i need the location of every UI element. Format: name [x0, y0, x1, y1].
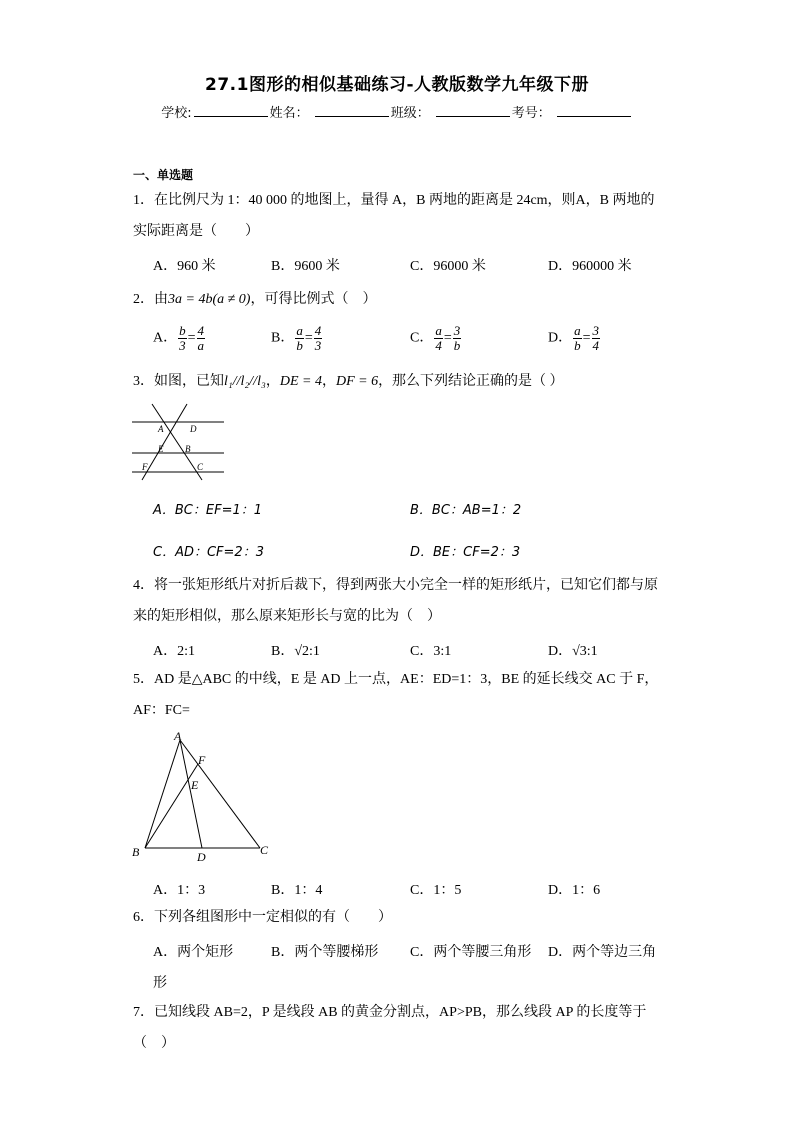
numerator: 4 — [197, 323, 205, 338]
q2-option-a-label: A． — [153, 330, 178, 346]
label-a: A — [174, 729, 182, 743]
label-d: D — [197, 850, 206, 864]
q5-option-c[interactable]: C．1：5 — [410, 883, 462, 898]
question-5-line-1: 5．AD 是△ABC 的中线，E 是 AD 上一点，AE：ED=1：3，BE 的延长线交 AC 于 F， — [133, 672, 659, 687]
class-blank[interactable] — [436, 104, 510, 117]
q3-option-d[interactable]: D．BE：CF=2：3 — [410, 545, 521, 560]
denominator: b — [296, 338, 303, 353]
q5-option-a[interactable]: A．1：3 — [153, 883, 206, 898]
q3-option-b[interactable]: B．BC：AB=1：2 — [410, 503, 522, 518]
q2-option-d[interactable]: D． $\frac{a}{b}$ = $\frac{3}{4}$ — [548, 323, 600, 353]
q2-option-c-label: C． — [410, 330, 434, 346]
numerator: a — [435, 323, 442, 338]
question-6-line-1: 6．下列各组图形中一定相似的有（ ） — [133, 910, 392, 925]
label-f: F — [142, 462, 148, 472]
question-1-line-2: 实际距离是（ ） — [133, 224, 259, 239]
label-b: B — [185, 444, 191, 454]
label-e: E — [158, 444, 164, 454]
q2-option-b-label: B． — [271, 330, 295, 346]
question-3: 3．如图，已知l₁//l₂//l₃，DE = 4，DF = 6，那么下列结论正确的是（ ） — [133, 374, 564, 389]
q2-option-d-label: D． — [548, 330, 573, 346]
numerator: b — [179, 323, 186, 338]
fraction — [178, 324, 187, 353]
denominator: a — [197, 338, 205, 353]
question-2-prefix: 2．由 — [133, 292, 168, 307]
q6-option-a[interactable]: A．两个矩形 — [153, 945, 234, 960]
triangle-abc-figure — [128, 728, 278, 866]
name-blank[interactable] — [315, 104, 389, 117]
numerator: a — [574, 323, 581, 338]
q4-option-c[interactable]: C．3:1 — [410, 644, 452, 659]
fraction — [453, 324, 462, 353]
fraction — [197, 324, 206, 353]
denominator: b — [453, 338, 461, 353]
numerator: 4 — [314, 323, 322, 338]
question-4-line-2: 来的矩形相似，那么原来矩形长与宽的比为（ ） — [133, 609, 441, 624]
transversal-ac — [152, 404, 202, 480]
denominator: b — [574, 338, 581, 353]
label-a: A — [158, 424, 164, 434]
label-c: C — [260, 843, 269, 857]
numerator: 3 — [592, 323, 600, 338]
q2-option-a[interactable]: A． $\frac{b}{3}$ = $\frac{4}{a}$ — [153, 323, 205, 353]
school-label: 学校: — [161, 106, 192, 121]
q6-option-d-wrap: 形 — [153, 976, 167, 991]
page-title: 27.1图形的相似基础练习-人教版数学九年级下册 — [205, 75, 589, 95]
question-7 — [133, 997, 663, 1059]
exam-no-label: 考号： — [511, 106, 551, 121]
q4-option-b[interactable]: B．√2:1 — [271, 644, 320, 659]
name-label: 姓名： — [269, 106, 309, 121]
question-2-suffix: ，可得比例式（ ） — [250, 292, 377, 307]
q6-option-b[interactable]: B．两个等腰梯形 — [271, 945, 379, 960]
q2-option-b[interactable]: B． $\frac{a}{b}$ = $\frac{4}{3}$ — [271, 323, 322, 353]
question-4 — [133, 570, 663, 632]
q5-option-d[interactable]: D．1：6 — [548, 883, 601, 898]
q5-option-b[interactable]: B．1：4 — [271, 883, 323, 898]
question-6 — [133, 902, 663, 933]
fraction — [434, 324, 443, 353]
denominator: 3 — [179, 338, 186, 353]
q1-option-a[interactable]: A．960 米 — [153, 259, 216, 274]
section-title: 一、单选题 — [133, 168, 194, 182]
school-blank[interactable] — [194, 104, 268, 117]
question-3-suffix: ，那么下列结论正确的是（ ） — [378, 374, 564, 389]
question-2 — [133, 284, 663, 315]
label-c: C — [197, 462, 204, 472]
q1-option-c[interactable]: C．96000 米 — [410, 259, 486, 274]
transversal-df — [142, 404, 187, 480]
question-1 — [133, 185, 663, 247]
segment-bf — [145, 764, 198, 848]
q4-option-a[interactable]: A．2:1 — [153, 644, 195, 659]
question-2-condition: 3a = 4b(a ≠ 0) — [168, 292, 251, 307]
class-label: 班级： — [390, 106, 430, 121]
fraction — [573, 324, 582, 353]
de-condition: DE = 4 — [279, 374, 322, 389]
numerator: 3 — [453, 323, 461, 338]
label-f: F — [198, 753, 206, 767]
denominator: 3 — [314, 338, 322, 353]
label-e: E — [191, 778, 199, 792]
q3-option-a[interactable]: A．BC：EF=1：1 — [153, 503, 263, 518]
question-7-line-2: （ ） — [133, 1036, 175, 1051]
parallel-lines-condition: l₁//l₂//l₃ — [224, 374, 266, 389]
question-5-line-2: AF：FC= — [133, 703, 190, 718]
q2-option-c[interactable]: C． $\frac{a}{4}$ = $\frac{3}{b}$ — [410, 323, 461, 353]
question-4-line-1: 4．将一张矩形纸片对折后裁下，得到两张大小完全一样的矩形纸片，已知它们都与原 — [133, 578, 658, 593]
denominator: 4 — [592, 338, 600, 353]
question-1-line-1: 1．在比例尺为 1：40 000 的地图上，量得 A，B 两地的距离是 24cm，则A，B 两地的 — [133, 193, 655, 208]
q6-option-d[interactable]: D．两个等边三角 — [548, 945, 657, 960]
q6-option-c[interactable]: C．两个等腰三角形 — [410, 945, 532, 960]
exam-no-blank[interactable] — [557, 104, 631, 117]
student-info-line — [0, 102, 794, 121]
denominator: 4 — [435, 338, 442, 353]
question-5 — [133, 664, 663, 726]
label-b: B — [132, 845, 140, 859]
fraction — [295, 324, 304, 353]
side-ab — [145, 740, 180, 848]
question-7-line-1: 7．已知线段 AB=2，P 是线段 AB 的黄金分割点，AP>PB，那么线段 AP 的长度等于 — [133, 1005, 647, 1020]
label-d: D — [190, 424, 197, 434]
fraction — [592, 324, 601, 353]
q4-option-d[interactable]: D．√3:1 — [548, 644, 598, 659]
parallel-lines-figure — [132, 402, 228, 484]
q1-option-d[interactable]: D．960000 米 — [548, 259, 632, 274]
q1-option-b[interactable]: B．9600 米 — [271, 259, 340, 274]
fraction — [314, 324, 323, 353]
question-3-prefix: 3．如图，已知 — [133, 374, 224, 389]
numerator: a — [296, 323, 303, 338]
df-condition: DF = 6 — [335, 374, 379, 389]
q3-option-c[interactable]: C．AD：CF=2：3 — [153, 545, 264, 560]
side-ac — [180, 740, 260, 848]
